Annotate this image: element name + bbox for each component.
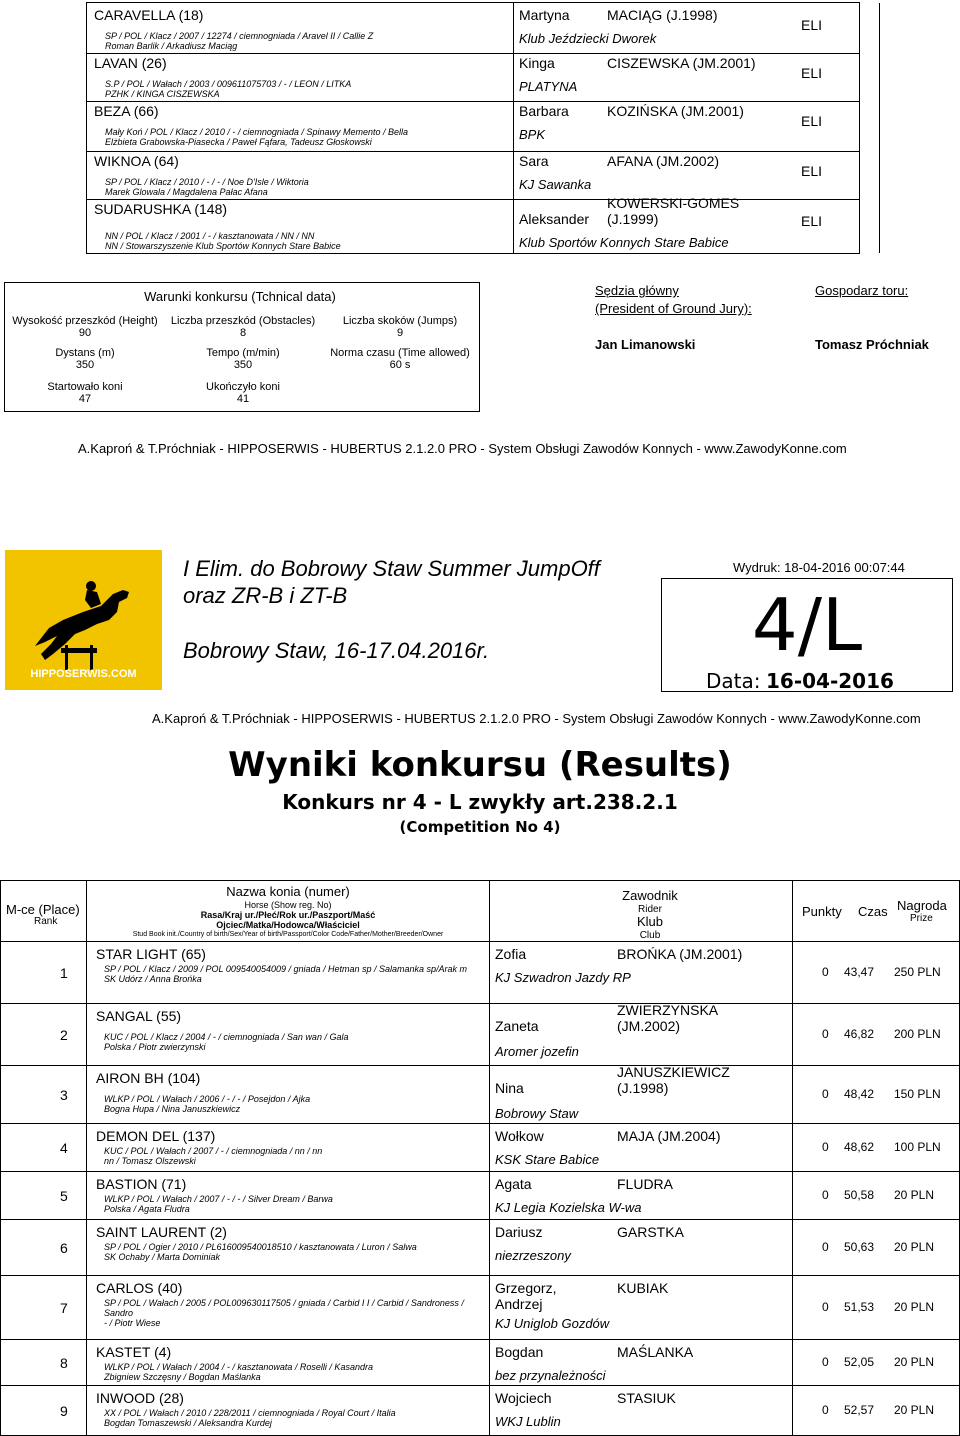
event-place-date: Bobrowy Staw, 16-17.04.2016r.	[183, 638, 490, 663]
result-horse-details: WLKP / POL / Wałach / 2004 / - / kasztanowata / Roselli / Kasandra Zbigniew Szczęsny / Bogdan Maślanka	[104, 1362, 373, 1382]
host-label: Gospodarz toru:	[815, 283, 909, 298]
result-time: 48,42	[844, 1087, 875, 1101]
eli-entry-row	[87, 55, 859, 103]
time-header: Czas	[858, 904, 888, 919]
result-rider-last-name: BROŃKA (JM.2001)	[617, 946, 743, 962]
rider-first-name: Aleksander	[519, 211, 590, 227]
result-rider-last-name: MAŚLANKA	[617, 1344, 694, 1360]
rider-first-name: Sara	[519, 153, 549, 169]
horse-header: Nazwa konia (numer)	[226, 884, 350, 899]
place-header: M-ce (Place)	[6, 902, 80, 917]
result-rider-first-name: Wołkow	[495, 1128, 544, 1144]
eli-entries-table	[86, 2, 860, 254]
result-rider-last-name: KUBIAK	[617, 1280, 669, 1296]
result-prize: 200 PLN	[894, 1027, 941, 1041]
result-time: 52,57	[844, 1403, 875, 1417]
eli-class: ELI	[801, 213, 823, 229]
row-divider	[87, 151, 859, 152]
results-title: Wyniki konkursu (Results)	[228, 745, 732, 785]
jumps-label: Liczba skoków (Jumps)	[342, 315, 458, 327]
result-club: WKJ Lublin	[495, 1414, 561, 1429]
hipposerwis-logo	[5, 550, 162, 690]
result-row	[0, 1172, 960, 1220]
result-prize: 20 PLN	[894, 1240, 935, 1254]
result-horse: DEMON DEL (137)	[96, 1128, 216, 1144]
result-club: bez przynależności	[495, 1368, 606, 1383]
result-row	[0, 1124, 960, 1172]
horse-name: CARAVELLA (18)	[94, 7, 204, 23]
conditions-title: Warunki konkursu (Tchnical data)	[144, 289, 336, 304]
obstacles-label: Liczba przeszkód (Obstacles)	[170, 315, 316, 327]
eli-class: ELI	[801, 17, 823, 33]
competition-conditions-box	[4, 282, 480, 412]
time-allowed-value: 60 s	[389, 359, 411, 371]
result-prize: 100 PLN	[894, 1140, 941, 1154]
results-header-border	[0, 880, 960, 942]
result-rank: 9	[60, 1403, 68, 1419]
jumps-value: 9	[396, 327, 404, 339]
horse-name: SUDARUSHKA (148)	[94, 201, 228, 217]
tempo-value: 350	[233, 359, 253, 371]
eli-entry-row	[87, 195, 859, 251]
column-divider	[879, 3, 880, 253]
result-time: 52,05	[844, 1355, 875, 1369]
club-header: Klub	[636, 914, 664, 929]
result-club: Aromer jozefin	[495, 1044, 579, 1059]
distance-value: 350	[75, 359, 95, 371]
competition-number: Konkurs nr 4 - L zwykły art.238.2.1	[282, 790, 678, 814]
finished-value: 41	[236, 393, 250, 405]
result-time: 50,63	[844, 1240, 875, 1254]
result-horse-details: SP / POL / Wałach / 2005 / POL009630117505 / gniada / Carbid I I / Carbid / Sandroness / Sandro - / Piotr Wiese	[104, 1298, 464, 1328]
finished-label: Ukończyło koni	[206, 381, 280, 393]
software-footer: A.Kaproń & T.Próchniak - HIPPOSERWIS - HUBERTUS 2.1.2.0 PRO - System Obsługi Zawodów Konnych - www.ZawodyKonne.com	[78, 441, 847, 456]
result-prize: 20 PLN	[894, 1355, 935, 1369]
result-rank: 1	[60, 965, 68, 981]
eli-class: ELI	[801, 163, 823, 179]
result-rank: 6	[60, 1240, 68, 1256]
result-points: 0	[822, 1403, 829, 1417]
horse-details: S.P / POL / Wałach / 2003 / 009611075703 / - / LEON / LITKA PZHK / KINGA CISZEWSKA	[105, 79, 352, 99]
result-horse: STAR LIGHT (65)	[96, 946, 206, 962]
result-rider-last-name: ZWIERZYNSKA (JM.2002)	[617, 1002, 718, 1034]
result-club: Bobrowy Staw	[495, 1106, 579, 1121]
height-label: Wysokość przeszkód (Height)	[12, 315, 158, 327]
result-horse-details: WLKP / POL / Wałach / 2006 / - / - / Posejdon / Ajka Bogna Hupa / Nina Januszkiewicz	[104, 1094, 311, 1114]
event-subtitle: oraz ZR-B i ZT-B	[183, 583, 348, 608]
result-horse-details: SP / POL / Ogier / 2010 / PL616009540018510 / kasztanowata / Luron / Salwa SK Ochaby / Marta Dominiak	[104, 1242, 417, 1262]
horse-details: SP / POL / Klacz / 2010 / - / - / Noe D'Isle / Wiktoria Marek Glowala / Magdalena Pałac Afana	[105, 177, 309, 197]
rider-last-name: MACIĄG (J.1998)	[607, 7, 718, 23]
rider-first-name: Martyna	[519, 7, 570, 23]
result-horse-details: XX / POL / Wałach / 2010 / 228/2011 / ciemnogniada / Royal Court / Italia Bogdan Tomaszewski / Aleksandra Kurdej	[104, 1408, 396, 1428]
height-value: 90	[78, 327, 92, 339]
rider-first-name: Barbara	[519, 103, 569, 119]
started-label: Startowało koni	[47, 381, 123, 393]
horse-header-owner: Ojciec/Matka/Hodowca/Właściciel	[216, 920, 360, 930]
result-rank: 3	[60, 1087, 68, 1103]
result-row	[0, 1386, 960, 1436]
row-divider	[87, 53, 859, 54]
result-points: 0	[822, 1140, 829, 1154]
result-points: 0	[822, 1188, 829, 1202]
result-prize: 250 PLN	[894, 965, 941, 979]
result-points: 0	[822, 965, 829, 979]
rider-club: KJ Sawanka	[519, 177, 592, 192]
result-rank: 4	[60, 1140, 68, 1156]
horse-header-codes: Stud Book init./Country of birth/Sex/Year of birth/Passport/Color Code/Father/Mother/Breeder/Owner	[132, 931, 444, 938]
result-horse: KASTET (4)	[96, 1344, 172, 1360]
rider-last-name: KOWERSKI-GOMES (J.1999)	[607, 195, 740, 227]
result-points: 0	[822, 1240, 829, 1254]
prize-header-en: Prize	[910, 913, 933, 924]
judge-name: Jan Limanowski	[595, 337, 696, 352]
result-horse: SAINT LAURENT (2)	[96, 1224, 227, 1240]
eli-entry-row	[87, 153, 859, 201]
result-horse: INWOOD (28)	[96, 1390, 184, 1406]
result-row	[0, 1004, 960, 1066]
result-points: 0	[822, 1087, 829, 1101]
result-points: 0	[822, 1355, 829, 1369]
result-club: KSK Stare Babice	[495, 1152, 600, 1167]
result-rider-last-name: FLUDRA	[617, 1176, 674, 1192]
logo-text: HIPPOSERWIS.COM	[30, 668, 137, 680]
result-rider-first-name: Zaneta	[495, 1018, 539, 1034]
result-club: niezrzeszony	[495, 1248, 571, 1263]
judge-label-en: (President of Ground Jury):	[595, 301, 752, 316]
eli-entry-row	[87, 7, 859, 55]
result-rider-first-name: Agata	[495, 1176, 532, 1192]
horse-details: SP / POL / Klacz / 2007 / 12274 / ciemnogniada / Aravel II / Callie Z Roman Barlik / Arkadiusz Maciąg	[105, 31, 374, 51]
software-footer-2: A.Kaproń & T.Próchniak - HIPPOSERWIS - HUBERTUS 2.1.2.0 PRO - System Obsługi Zawodów Konnych - www.ZawodyKonne.com	[152, 711, 921, 726]
club-header-en: Club	[639, 930, 661, 941]
judge-label: Sędzia główny	[595, 283, 679, 298]
horse-details: Mały Koń / POL / Klacz / 2010 / - / ciemnogniada / Spinawy Memento / Bella Elżbieta Grabowska-Piasecka / Paweł Fąfara, Tadeusz Głoskowski	[105, 127, 408, 147]
time-allowed-label: Norma czasu (Time allowed)	[330, 347, 470, 359]
result-row	[0, 1220, 960, 1276]
result-horse: CARLOS (40)	[96, 1280, 183, 1296]
result-points: 0	[822, 1300, 829, 1314]
distance-label: Dystans (m)	[55, 347, 115, 359]
result-club: KJ Uniglob Gozdów	[495, 1316, 610, 1331]
result-rider-last-name: MAJA (JM.2004)	[617, 1128, 721, 1144]
rank-header: Rank	[34, 916, 58, 927]
result-rider-first-name: Bogdan	[495, 1344, 544, 1360]
date-label: Data:	[706, 669, 761, 693]
result-row	[0, 942, 960, 1004]
result-time: 50,58	[844, 1188, 875, 1202]
host-name: Tomasz Próchniak	[815, 337, 929, 352]
result-rider-last-name: JANUSZKIEWICZ (J.1998)	[617, 1064, 730, 1096]
rider-club: PLATYNA	[519, 79, 578, 94]
competition-number-en: (Competition No 4)	[399, 818, 561, 836]
rider-first-name: Kinga	[519, 55, 555, 71]
print-timestamp: Wydruk: 18-04-2016 00:07:44	[733, 560, 905, 575]
result-rider-first-name: Zofia	[495, 946, 527, 962]
result-rider-first-name: Grzegorz, Andrzej	[495, 1280, 557, 1312]
rider-club: Klub Jeździecki Dworek	[519, 31, 657, 46]
result-horse-details: WLKP / POL / Wałach / 2007 / - / - / Silver Dream / Barwa Polska / Agata Fludra	[104, 1194, 333, 1214]
rider-club: Klub Sportów Konnych Stare Babice	[519, 235, 729, 250]
obstacles-value: 8	[239, 327, 247, 339]
horse-header-details: Rasa/Kraj ur./Płeć/Rok ur./Paszport/Maść	[200, 910, 376, 920]
row-divider	[87, 101, 859, 102]
horse-details: NN / POL / Klacz / 2001 / - / kasztanowata / NN / NN NN / Stowarszyszenie Klub Sportów Konnych Stare Babice	[105, 231, 341, 251]
result-rider-first-name: Wojciech	[495, 1390, 552, 1406]
eli-class: ELI	[801, 113, 823, 129]
prize-header: Nagroda	[897, 898, 947, 913]
result-rider-last-name: GARSTKA	[617, 1224, 684, 1240]
result-row	[0, 1066, 960, 1124]
result-rank: 8	[60, 1355, 68, 1371]
result-points: 0	[822, 1027, 829, 1041]
result-club: KJ Legia Kozielska W-wa	[495, 1200, 642, 1215]
result-horse-details: SP / POL / Klacz / 2009 / POL 009540054009 / gniada / Hetman sp / Salamanka sp/Arak m SK Udórz / Anna Brońka	[104, 964, 468, 984]
result-row	[0, 1340, 960, 1386]
result-rider-first-name: Dariusz	[495, 1224, 543, 1240]
result-horse: SANGAL (55)	[96, 1008, 182, 1024]
result-club: KJ Szwadron Jazdy RP	[495, 970, 631, 985]
points-header: Punkty	[802, 904, 842, 919]
horse-header-en: Horse (Show reg. No)	[244, 900, 332, 910]
result-prize: 20 PLN	[894, 1300, 935, 1314]
horse-name: BEZA (66)	[94, 103, 159, 119]
eli-entry-row	[87, 103, 859, 151]
result-prize: 20 PLN	[894, 1403, 935, 1417]
started-value: 47	[78, 393, 92, 405]
result-rider-first-name: Nina	[495, 1080, 524, 1096]
competition-code-box	[661, 578, 953, 692]
rider-last-name: AFANA (JM.2002)	[607, 153, 720, 169]
result-time: 48,62	[844, 1140, 875, 1154]
result-horse: BASTION (71)	[96, 1176, 187, 1192]
result-prize: 150 PLN	[894, 1087, 941, 1101]
result-horse-details: KUC / POL / Wałach / 2007 / - / ciemnogniada / nn / nn nn / Tomasz Olszewski	[104, 1146, 323, 1166]
result-prize: 20 PLN	[894, 1188, 935, 1202]
result-rank: 2	[60, 1027, 68, 1043]
tempo-label: Tempo (m/min)	[206, 347, 280, 359]
rider-club: BPK	[519, 127, 546, 142]
date-value: 16-04-2016	[766, 669, 894, 693]
event-title: I Elim. do Bobrowy Staw Summer JumpOff	[183, 556, 600, 581]
horse-name: WIKNOA (64)	[94, 153, 179, 169]
rider-last-name: CISZEWSKA (JM.2001)	[607, 55, 756, 71]
result-rank: 5	[60, 1188, 68, 1204]
result-time: 46,82	[844, 1027, 875, 1041]
result-rider-last-name: STASIUK	[617, 1390, 676, 1406]
rider-last-name: KOZIŃSKA (JM.2001)	[607, 103, 744, 119]
competition-code: 4/L	[751, 583, 863, 667]
horse-name: LAVAN (26)	[94, 55, 167, 71]
rider-header-en: Rider	[638, 904, 662, 915]
result-horse-details: KUC / POL / Klacz / 2004 / - / ciemnogniada / San wan / Gala Polska / Piotr zwierzynski	[104, 1032, 349, 1052]
result-horse: AIRON BH (104)	[96, 1070, 201, 1086]
result-time: 43,47	[844, 965, 875, 979]
rider-header: Zawodnik	[622, 888, 678, 903]
result-rank: 7	[60, 1300, 68, 1316]
result-time: 51,53	[844, 1300, 875, 1314]
eli-class: ELI	[801, 65, 823, 81]
result-row	[0, 1276, 960, 1340]
